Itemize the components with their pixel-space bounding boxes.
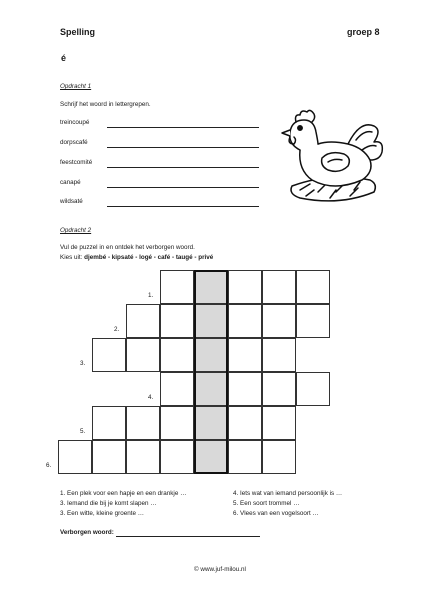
clue-item: 3. Een witte, kleine groente … (60, 510, 145, 517)
hidden-word-column (194, 270, 228, 474)
word-label: feestcomité (60, 159, 93, 166)
crossword-cell[interactable] (228, 372, 262, 406)
crossword-cell[interactable] (262, 372, 296, 406)
crossword-cell[interactable] (92, 440, 126, 474)
row-number: 4. (148, 394, 154, 401)
crossword-cell[interactable] (228, 270, 262, 304)
clue-item: 4. Iets wat van iemand persoonlijk is … (233, 490, 343, 497)
row-number: 3. (80, 360, 86, 367)
crossword-cell[interactable] (58, 440, 92, 474)
clue-item: 6. Vlees van een vogelsoort … (233, 510, 319, 517)
hidden-word-label: Verborgen woord: (60, 529, 114, 536)
crossword-cell[interactable] (228, 406, 262, 440)
crossword-cell[interactable] (126, 406, 160, 440)
crossword-cell[interactable] (296, 270, 330, 304)
page-title: Spelling (60, 27, 96, 37)
clue-item: 3. Iemand die bij je komt slapen … (60, 500, 157, 507)
crossword-cell[interactable] (160, 270, 194, 304)
crossword-cell[interactable] (296, 304, 330, 338)
crossword-cell[interactable] (228, 338, 262, 372)
exercise1-heading: Opdracht 1 (60, 83, 92, 90)
hidden-word-line[interactable] (116, 536, 260, 537)
crossword-cell[interactable] (228, 304, 262, 338)
word-label: dorpscafé (60, 139, 88, 146)
crossword-cell[interactable] (160, 372, 194, 406)
crossword-cell[interactable] (160, 338, 194, 372)
crossword-cell[interactable] (262, 406, 296, 440)
row-number: 6. (46, 462, 52, 469)
footer-copyright: © www.juf-milou.nl (194, 566, 246, 573)
exercise2-heading: Opdracht 2 (60, 227, 92, 234)
row-number: 2. (114, 326, 120, 333)
exercise1-instruction: Schrijf het woord in lettergrepen. (60, 101, 151, 108)
choose-label: Kies uit: (60, 254, 83, 261)
crossword-cell[interactable] (262, 338, 296, 372)
crossword-cell[interactable] (296, 372, 330, 406)
word-label: canapé (60, 179, 81, 186)
word-label: wildsaté (60, 198, 83, 205)
word-label: treincoupé (60, 119, 90, 126)
spelling-letter: é (61, 53, 67, 63)
crossword-cell[interactable] (160, 440, 194, 474)
crossword-cell[interactable] (126, 440, 160, 474)
row-number: 5. (80, 428, 86, 435)
crossword-cell[interactable] (126, 338, 160, 372)
choose-words: djembé - kipsaté - logé - café - taugé - privé (84, 254, 214, 261)
row-number: 1. (148, 292, 154, 299)
crossword-cell[interactable] (160, 304, 194, 338)
exercise2-instruction: Vul de puzzel in en ontdek het verborgen woord. (60, 244, 195, 251)
crossword-cell[interactable] (92, 338, 126, 372)
crossword-cell[interactable] (228, 440, 262, 474)
crossword-cell[interactable] (262, 304, 296, 338)
group-label: groep 8 (347, 27, 380, 37)
crossword-cell[interactable] (262, 440, 296, 474)
crossword-cell[interactable] (262, 270, 296, 304)
clue-item: 5. Een soort trommel … (233, 500, 300, 507)
crossword-cell[interactable] (92, 406, 126, 440)
crossword-cell[interactable] (126, 304, 160, 338)
crossword-cell[interactable] (160, 406, 194, 440)
clue-item: 1. Een plek voor een hapje en een drankje … (60, 490, 187, 497)
